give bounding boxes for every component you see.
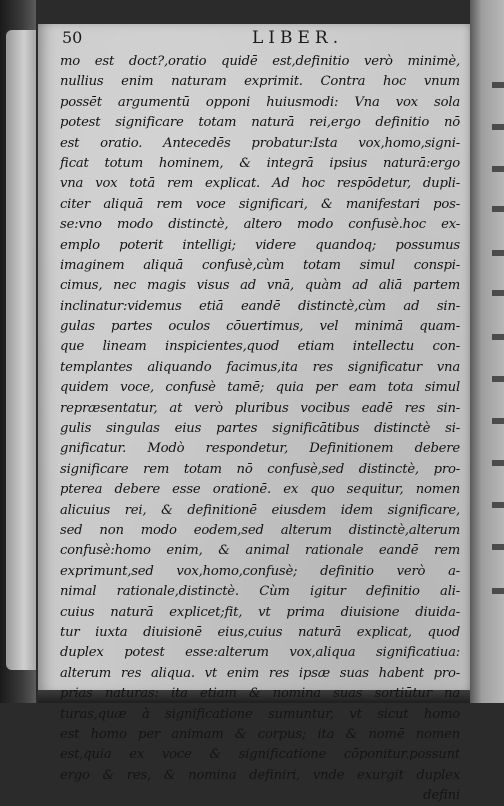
facing-page-text-fragment — [492, 460, 504, 466]
text-line: emplo poterit intelligi; videre quandoq; possumus — [60, 237, 460, 253]
text-line: templantes aliquando facimus,ita res significatur vna — [60, 359, 460, 375]
facing-page-text-fragment — [492, 82, 504, 88]
facing-page-edge — [470, 0, 504, 703]
text-line: potest significare totam naturā rei,ergo definitio nō — [60, 115, 460, 131]
text-line: duplex potest esse:alterum vox,aliqua significatiua: — [60, 645, 460, 661]
text-line: turas,quæ à significatione sumuntur, vt sicut homo — [60, 706, 460, 722]
body-text — [60, 52, 460, 806]
facing-page-text-fragment — [492, 502, 504, 508]
facing-page-text-fragment — [492, 418, 504, 424]
facing-page-text-fragment — [492, 544, 504, 550]
text-line: alicuius rei, & definitionē eiusdem idem significare, — [60, 502, 460, 518]
text-line: significare rem totam nō confusè,sed distinctè, pro- — [60, 461, 460, 477]
facing-page-text-fragment — [492, 250, 504, 256]
facing-page-text-fragment — [492, 334, 504, 340]
text-line: ficat totum hominem, & integrā ipsius naturā:ergo — [60, 155, 460, 171]
text-line: gnificatur. Modò respondetur, Definitionem debere — [60, 441, 460, 457]
book-binding — [6, 30, 36, 670]
text-line: ergo & res, & nomina definiri, vnde exurgit duplex — [60, 767, 460, 783]
running-title: LIBER. — [252, 28, 344, 48]
text-line: exprimunt,sed vox,homo,confusè; definitio verò a- — [60, 563, 460, 579]
text-line: est,quia ex voce & significatione cōponitur.possunt — [60, 747, 460, 763]
facing-page-text-fragment — [492, 588, 504, 594]
text-line: sed non modo eodem,sed alterum distinctè,alterum — [60, 522, 460, 538]
text-line: cuius naturā explicet;fit, vt prima diuisione diuida- — [60, 604, 460, 620]
text-line: possēt argumentū opponi huiusmodi: Vna vox sola — [60, 94, 460, 110]
text-line: que lineam inspicientes,quod etiam intellectu con- — [60, 339, 460, 355]
text-line: est homo per animam & corpus; ita & nomē nomen — [60, 726, 460, 742]
text-line: inclinatur:videmus etiā eandē distinctè,cùm ad sin- — [60, 298, 460, 314]
text-line: confusè:homo enim, & animal rationale eandē rem — [60, 543, 460, 559]
text-line: nullius enim naturam exprimit. Contra hoc vnum — [60, 74, 460, 90]
text-line: vna vox totā rem explicat. Ad hoc respōdetur, dupli- — [60, 176, 460, 192]
facing-page-text-fragment — [492, 124, 504, 130]
facing-page-text-fragment — [492, 290, 504, 296]
text-line: gulas partes oculos cōuertimus, vel minimā quam- — [60, 319, 460, 335]
facing-page-text-fragment — [492, 376, 504, 382]
text-line: pterea debere esse orationē. ex quo sequitur, nomen — [60, 482, 460, 498]
text-line: quidem voce, confusè tamē; quia per eam tota simul — [60, 380, 460, 396]
text-line: nimal rationale,distinctè. Cùm igitur definitio ali- — [60, 584, 460, 600]
page-number: 50 — [62, 28, 83, 47]
text-line: tur iuxta diuisionē eius,cuius naturā explicat, quod — [60, 624, 460, 640]
facing-page-text-fragment — [492, 206, 504, 212]
text-line: alterum res aliqua. vt enim res ipsæ suas habent pro- — [60, 665, 460, 681]
text-line: citer aliquā rem voce significari, & manifestari pos- — [60, 196, 460, 212]
text-line: mo est doct?,oratio quidē est,definitio verò minimè, — [60, 54, 460, 69]
text-line: est oratio. Antecedēs probatur:Ista vox,homo,signi- — [60, 135, 460, 151]
text-line: gulis singulas eius partes significātibus distinctè si- — [60, 421, 460, 437]
page-header — [60, 26, 460, 52]
text-line: imaginem aliquā confusè,cùm totam simul conspi- — [60, 257, 460, 273]
text-line: prias naturas: ita etiam & nomina suas sortiūtur na — [60, 686, 460, 702]
text-line: repræsentatur, at verò pluribus vocibus eadē res sin- — [60, 400, 460, 416]
text-line: defini — [423, 788, 460, 804]
text-line: se:vno modo distinctè, altero modo confusè.hoc ex- — [60, 217, 460, 233]
facing-page-text-fragment — [492, 166, 504, 172]
text-line: cimus, nec magis visus ad vnā, quàm ad aliā partem — [60, 278, 460, 294]
